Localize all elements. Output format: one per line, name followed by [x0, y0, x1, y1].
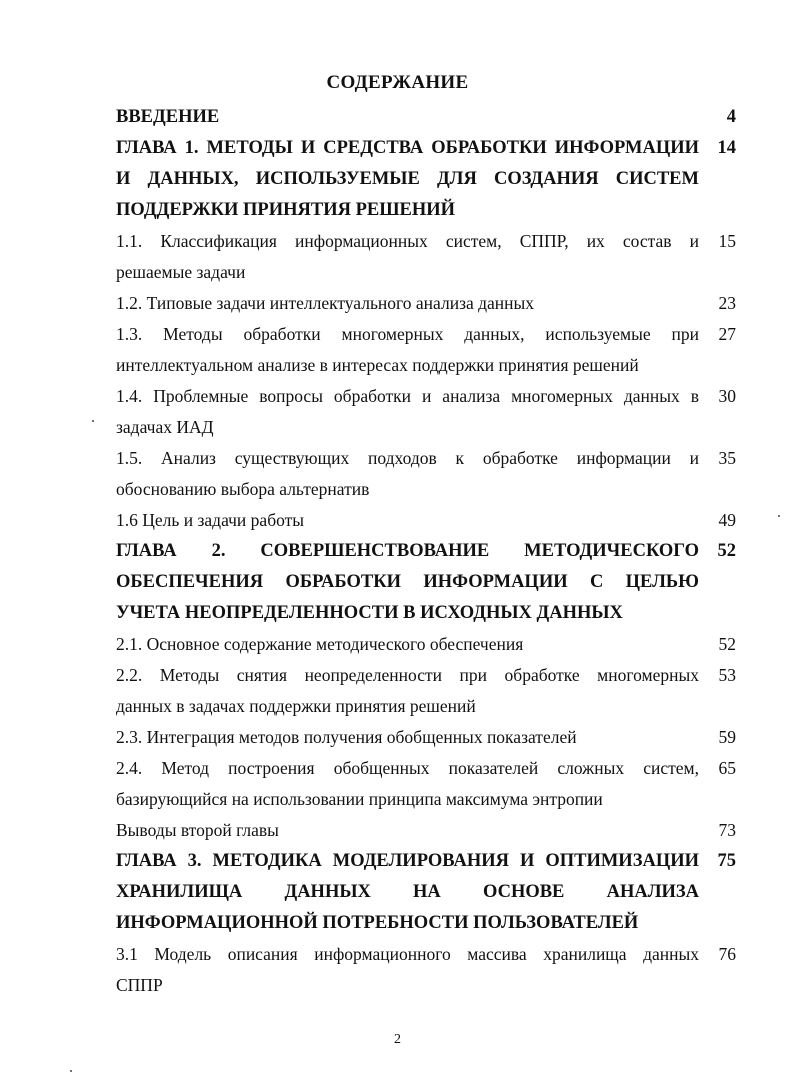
toc-section-entry: [116, 629, 736, 660]
toc-entry-line: 1.5. Анализ существующих подходов к обработке информации и: [116, 448, 699, 468]
toc-entry-line: 1.4. Проблемные вопросы обработки и анализа многомерных данных в: [116, 386, 699, 406]
toc-entry-title: [116, 846, 699, 939]
toc-entry-line: ГЛАВА 2. СОВЕРШЕНСТВОВАНИЕ МЕТОДИЧЕСКОГО: [116, 541, 699, 561]
toc-chapter-entry: [116, 102, 736, 133]
toc-entry-line: ХРАНИЛИЩА ДАННЫХ НА ОСНОВЕ АНАЛИЗА: [116, 882, 699, 902]
toc-entry-page: 52: [718, 634, 736, 654]
toc-section-entry: [116, 753, 736, 815]
toc-chapter-entry: [116, 133, 736, 226]
toc-chapter-entry: [116, 536, 736, 629]
toc-entry-line: 2.4. Метод построения обобщенных показателей сложных систем,: [116, 758, 699, 778]
toc-entry-page: 49: [718, 510, 736, 530]
toc-entry-page: 76: [718, 944, 736, 964]
toc-entry-title: [116, 288, 699, 319]
toc-entry-line: 2.2. Методы снятия неопределенности при обработке многомерных: [116, 665, 699, 685]
toc-entry-line: обоснованию выбора альтернатив: [116, 479, 370, 499]
toc-entry-line: СППР: [116, 975, 163, 995]
toc-entry-title: [116, 753, 699, 815]
toc-entry-line: данных в задачах поддержки принятия решений: [116, 696, 476, 716]
toc-entry-title: [116, 629, 699, 660]
toc-entry-title: [116, 815, 699, 846]
toc-entry-line: 1.6 Цель и задачи работы: [116, 510, 305, 530]
toc-section-entry: [116, 319, 736, 381]
toc-entry-line: ОБЕСПЕЧЕНИЯ ОБРАБОТКИ ИНФОРМАЦИИ С ЦЕЛЬЮ: [116, 572, 699, 592]
toc-entry-title: [116, 102, 699, 133]
toc-section-entry: [116, 226, 736, 288]
table-of-contents: [116, 102, 736, 1001]
toc-entry-title: [116, 722, 699, 753]
toc-entry-line: интеллектуальном анализе в интересах поддержки принятия решений: [116, 355, 639, 375]
toc-entry-line: 3.1 Модель описания информационного массива хранилища данных: [116, 944, 699, 964]
toc-entry-line: базирующийся на использовании принципа максимума энтропии: [116, 789, 603, 809]
toc-entry-page: 35: [718, 448, 736, 468]
toc-entry-line: задачах ИАД: [116, 417, 214, 437]
toc-section-entry: [116, 722, 736, 753]
toc-entry-line: 1.1. Классификация информационных систем, СППР, их состав и: [116, 231, 699, 251]
toc-entry-line: решаемые задачи: [116, 262, 246, 282]
toc-entry-line: 2.3. Интеграция методов получения обобщенных показателей: [116, 727, 577, 747]
toc-entry-page: 14: [717, 138, 736, 158]
scan-speck: [778, 515, 780, 517]
toc-entry-title: [116, 381, 699, 443]
scan-speck: [70, 1070, 72, 1072]
toc-section-entry: [116, 939, 736, 1001]
toc-entry-line: УЧЕТА НЕОПРЕДЕЛЕННОСТИ В ИСХОДНЫХ ДАННЫХ: [116, 603, 623, 623]
toc-entry-title: [116, 660, 699, 722]
toc-entry-page: 15: [718, 231, 736, 251]
toc-entry-page: 65: [718, 758, 736, 778]
toc-title: СОДЕРЖАНИЕ: [326, 72, 469, 93]
toc-entry-page: 73: [718, 820, 736, 840]
toc-section-entry: [116, 505, 736, 536]
toc-entry-title: [116, 939, 699, 1001]
toc-entry-page: 59: [718, 727, 736, 747]
toc-entry-page: 52: [717, 541, 736, 561]
toc-entry-title: [116, 536, 699, 629]
toc-entry-page: 30: [718, 386, 736, 406]
toc-entry-title: [116, 319, 699, 381]
toc-entry-title: [116, 505, 699, 536]
toc-entry-title: [116, 443, 699, 505]
toc-entry-title: [116, 133, 699, 226]
toc-entry-page: 27: [718, 324, 736, 344]
toc-section-entry: [116, 660, 736, 722]
toc-entry-line: И ДАННЫХ, ИСПОЛЬЗУЕМЫЕ ДЛЯ СОЗДАНИЯ СИСТЕМ: [116, 169, 699, 189]
toc-entry-page: 53: [718, 665, 736, 685]
toc-entry-page: 23: [718, 293, 736, 313]
toc-entry-line: ГЛАВА 1. МЕТОДЫ И СРЕДСТВА ОБРАБОТКИ ИНФОРМАЦИИ: [116, 138, 699, 158]
toc-section-entry: [116, 443, 736, 505]
toc-entry-line: 1.3. Методы обработки многомерных данных, используемые при: [116, 324, 699, 344]
toc-section-entry: [116, 288, 736, 319]
toc-entry-line: ГЛАВА 3. МЕТОДИКА МОДЕЛИРОВАНИЯ И ОПТИМИЗАЦИИ: [116, 851, 699, 871]
toc-entry-line: ИНФОРМАЦИОННОЙ ПОТРЕБНОСТИ ПОЛЬЗОВАТЕЛЕЙ: [116, 913, 639, 933]
toc-entry-line: ВВЕДЕНИЕ: [116, 107, 220, 127]
toc-entry-line: 1.2. Типовые задачи интеллектуального анализа данных: [116, 293, 535, 313]
toc-section-entry: [116, 381, 736, 443]
scan-speck: [92, 420, 94, 422]
toc-chapter-entry: [116, 846, 736, 939]
toc-entry-page: 75: [717, 851, 736, 871]
toc-entry-line: ПОДДЕРЖКИ ПРИНЯТИЯ РЕШЕНИЙ: [116, 200, 456, 220]
toc-entry-page: 4: [726, 107, 736, 127]
toc-section-entry: [116, 815, 736, 846]
toc-entry-line: Выводы второй главы: [116, 820, 279, 840]
toc-entry-line: 2.1. Основное содержание методического обеспечения: [116, 634, 524, 654]
page-number: 2: [394, 1032, 401, 1047]
toc-entry-title: [116, 226, 699, 288]
